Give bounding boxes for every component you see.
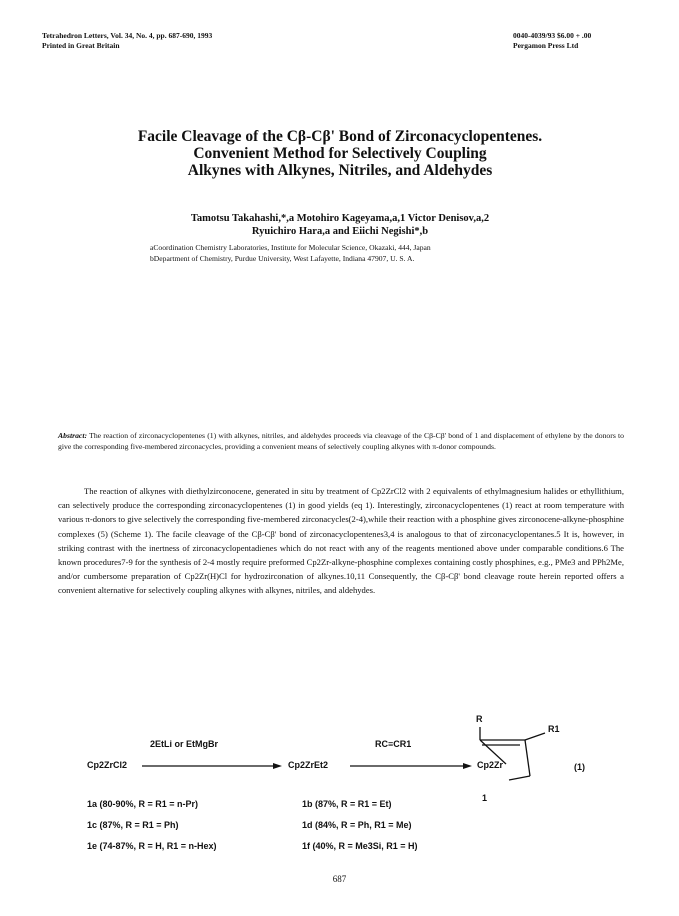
- scheme-reagent-2: RC≡CR1: [375, 739, 412, 749]
- scheme-start: Cp2ZrCl2: [87, 760, 128, 770]
- substituent-r1: R1: [548, 724, 560, 734]
- scheme-reagent-1: 2EtLi or EtMgBr: [150, 739, 219, 749]
- paragraph-1: The reaction of alkynes with diethylzirconocene, generated in situ by treatment of Cp2ZrCl2 with 2 equivalents of ethylmagnesium halides or ethyllithium, can selectively produce the corresponding zirconacyclopentenes (1) in good yields (eq 1). Interestingly, zirconacyclopentenes (1) react at room temperature with various π-donors to give selectively the corresponding five-membered zirconacycles(2-4),while their reaction with a phosphine gives zirconocene-alkyne-phosphine complexes (5) (Scheme 1). The facile cleavage of the Cβ-Cβ' bond of zirconacyclopentenes3,4 is analogous to that of zirconacyclopentanes.5 It is, however, in striking contrast with the inertness of zirconacyclopentadienes which do not react with any of the reagents mentioned above under comparable conditions.6 The known procedures7-9 for the synthesis of 2-4 mostly require preformed Cp2Zr-alkyne-phosphine complexes containing costly phosphines, e.g., PMe3 and PPh2Me, and/or cumbersome preparation of Cp2Zr(H)Cl for hydrozirconation of alkynes.10,11 Consequently, the Cβ-Cβ' bond cleavage route herein reported offers a convenient alternative for selectively coupling alkynes with alkynes, nitriles, and aldehydes.: [58, 486, 624, 596]
- compound-number: 1: [482, 793, 488, 803]
- reaction-arrow-1-head: [273, 763, 282, 769]
- publisher: Pergamon Press Ltd: [513, 41, 579, 50]
- page-number: 687: [332, 874, 347, 884]
- zirconacyclopentene-ring: [480, 727, 545, 780]
- scheme-product-cp: Cp2Zr: [477, 760, 504, 770]
- reaction-arrow-2-head: [463, 763, 472, 769]
- compound-1f: 1f (40%, R = Me3Si, R1 = H): [302, 841, 418, 851]
- compound-1c: 1c (87%, R = R1 = Ph): [87, 820, 179, 830]
- equation-label: (1): [574, 762, 585, 772]
- title-line-1: Facile Cleavage of the Cβ-Cβ' Bond of Zirconacyclopentenes.: [137, 128, 543, 145]
- issn-code: 0040-4039/93 $6.00 + .00: [513, 31, 592, 40]
- printed-in: Printed in Great Britain: [42, 41, 120, 50]
- abstract-text: The reaction of zirconacyclopentenes (1) with alkynes, nitriles, and aldehydes proceeds via cleavage of the Cβ-Cβ' bond of 1 and displacement of ethylene by the donors to give the corresponding five-membered zirconacycles, providing a convenient means of selectively coupling alkynes with π-donor compounds.: [58, 431, 624, 451]
- authors-line-2: Ryuichiro Hara,a and Eiichi Negishi*,b: [251, 226, 429, 237]
- title-line-2: Convenient Method for Selectively Coupling: [193, 145, 487, 162]
- substituent-r: R: [476, 714, 483, 724]
- affiliation-b: bDepartment of Chemistry, Purdue University, West Lafayette, Indiana 47907, U. S. A.: [150, 254, 415, 263]
- abstract-label: Abstract:: [58, 431, 88, 440]
- compound-1b: 1b (87%, R = R1 = Et): [302, 799, 392, 809]
- compound-1a: 1a (80-90%, R = R1 = n-Pr): [87, 799, 199, 809]
- compound-1e: 1e (74-87%, R = H, R1 = n-Hex): [87, 841, 217, 851]
- affiliation-a: aCoordination Chemistry Laboratories, Institute for Molecular Science, Okazaki, 444, Japan: [150, 243, 431, 252]
- journal-citation: Tetrahedron Letters, Vol. 34, No. 4, pp. 687-690, 1993: [42, 31, 213, 40]
- compound-1d: 1d (84%, R = Ph, R1 = Me): [302, 820, 412, 830]
- authors-line-1: Tamotsu Takahashi,*,a Motohiro Kageyama,a,1 Victor Denisov,a,2: [190, 213, 490, 224]
- title-line-3: Alkynes with Alkynes, Nitriles, and Aldehydes: [187, 162, 493, 179]
- scheme-intermediate: Cp2ZrEt2: [288, 760, 329, 770]
